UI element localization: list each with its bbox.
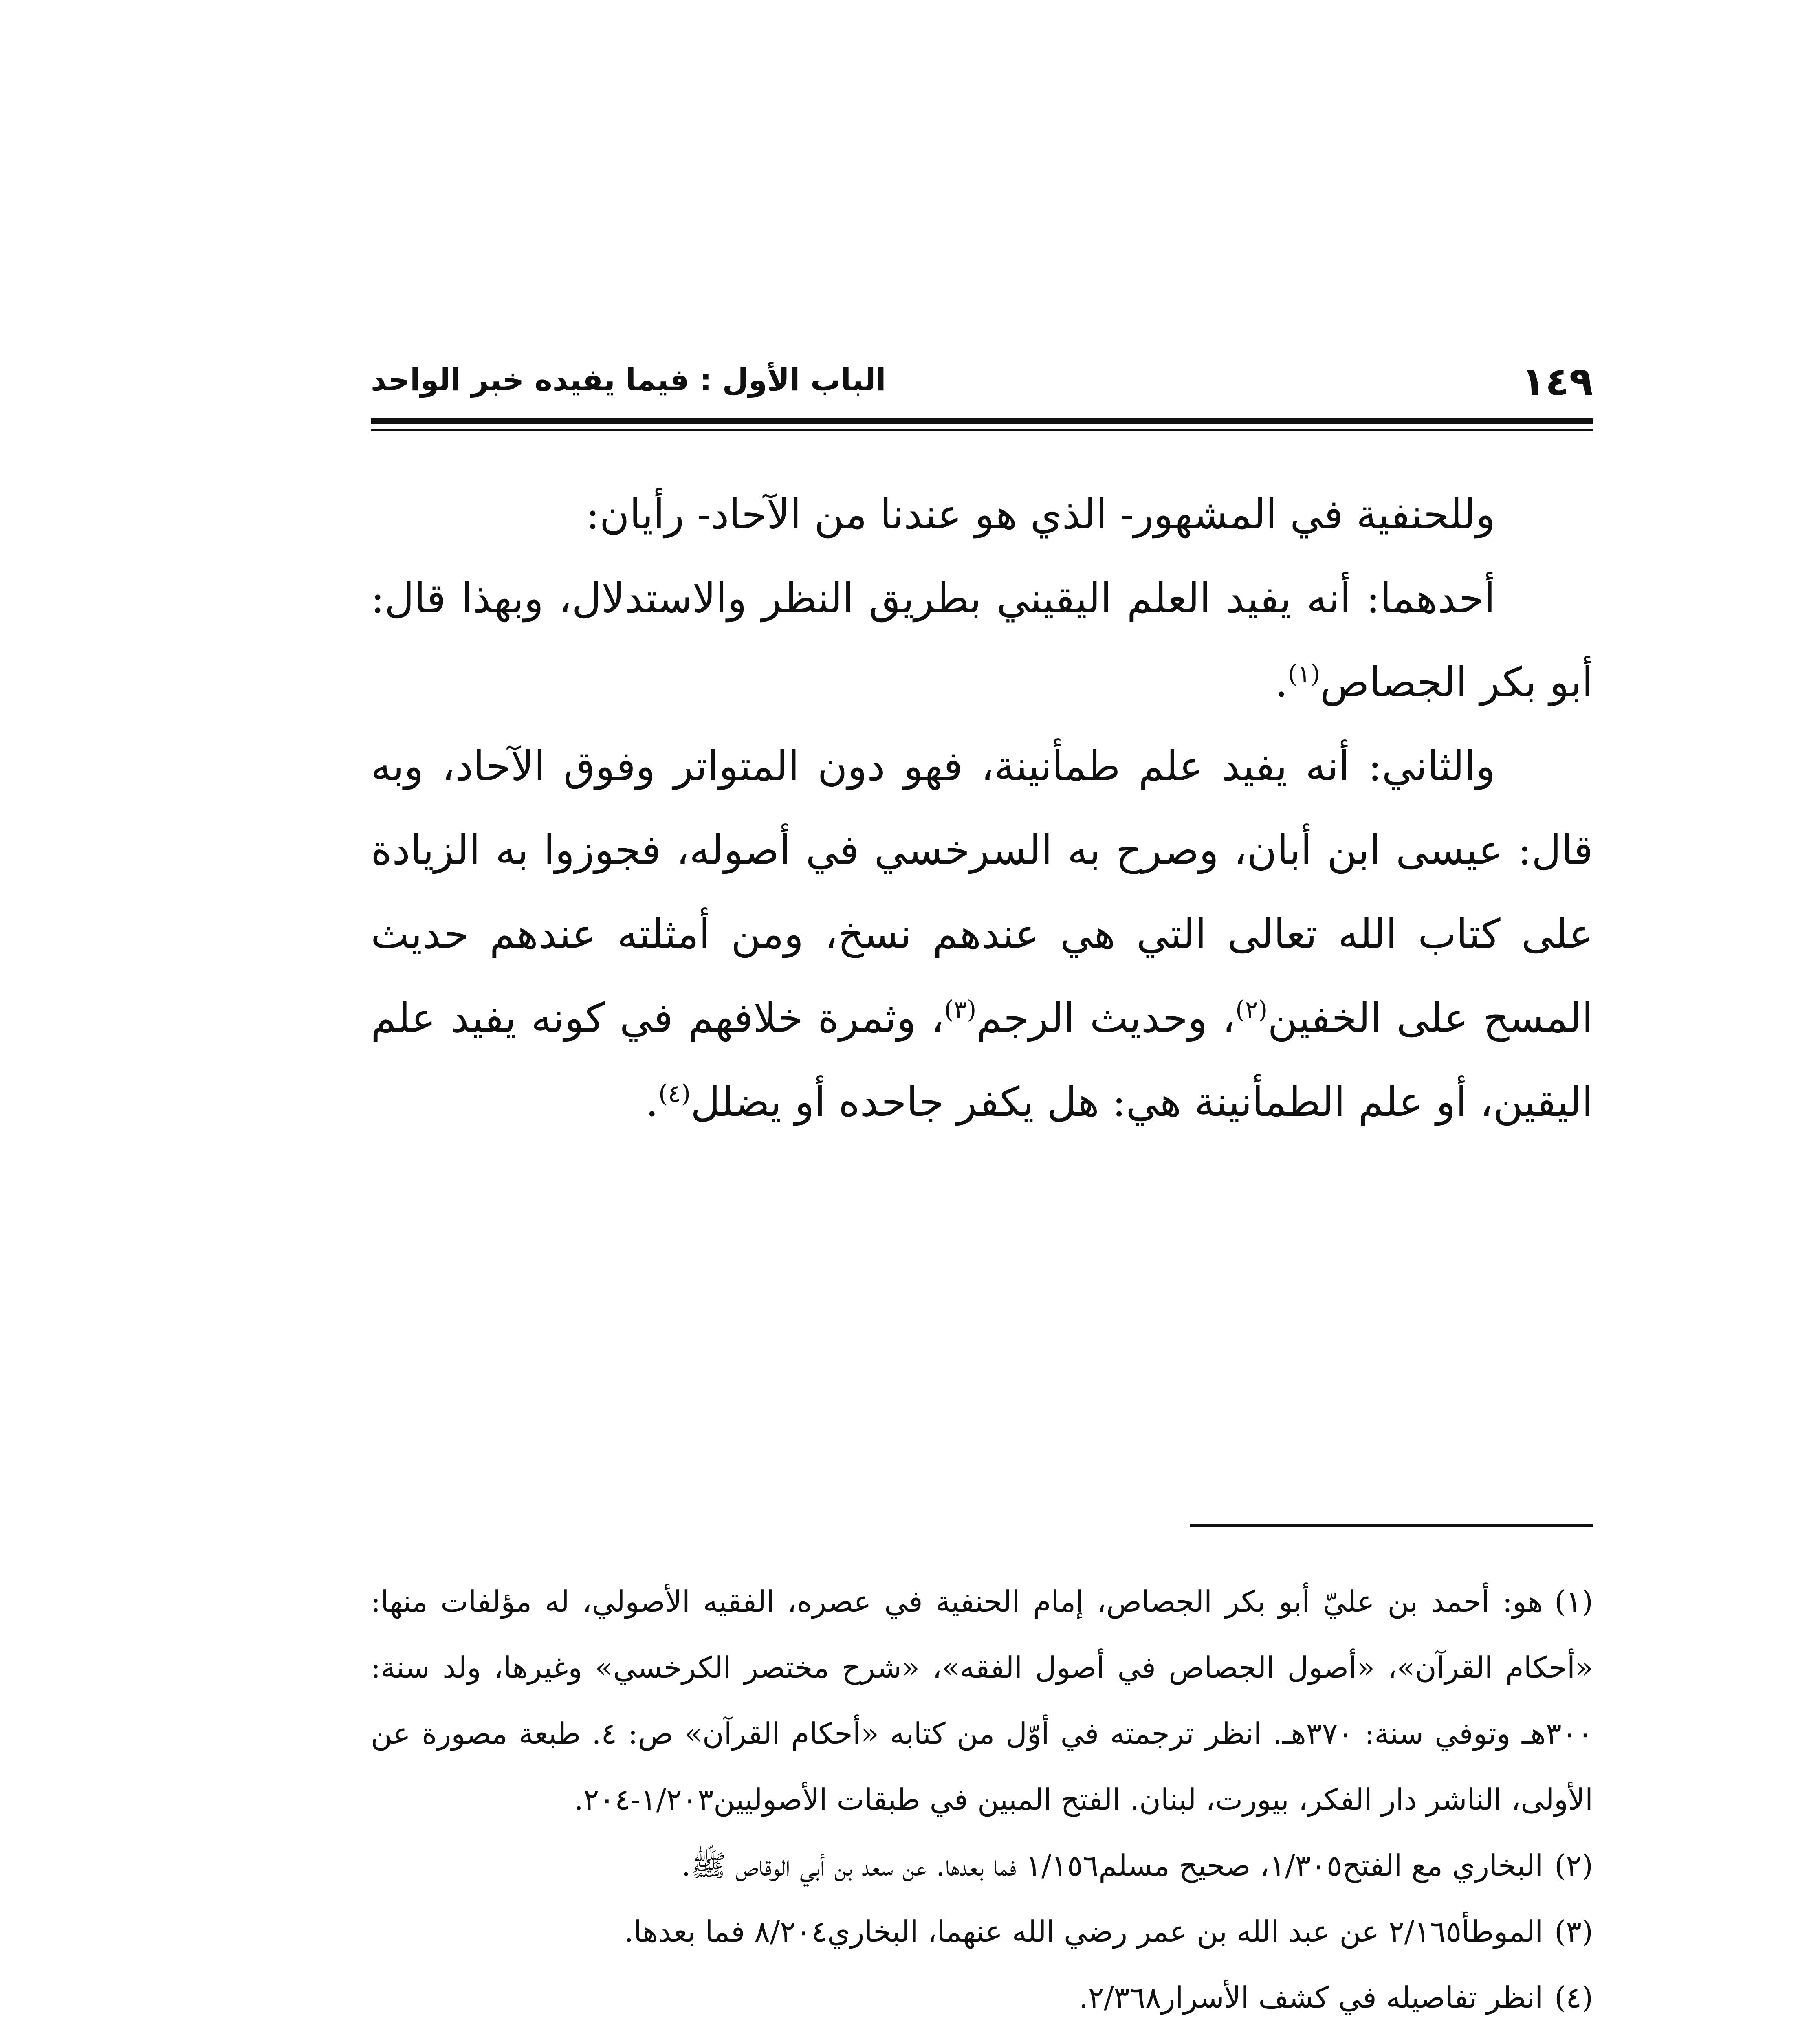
- footnote-4: [371, 1964, 1593, 2030]
- footnote-1-marker: (١): [1554, 1584, 1593, 1619]
- footnote-2: [371, 1832, 1593, 1898]
- paragraph-2-end: .: [1275, 658, 1288, 706]
- footnote-ref-2: (٢): [1235, 995, 1268, 1024]
- paragraph-3: [371, 724, 1593, 1144]
- footnote-3: [371, 1898, 1593, 1964]
- footnote-4-marker: (٤): [1554, 1980, 1593, 2015]
- footnote-4-text: انظر تفاصيله في كشف الأسرار٢/٣٦٨.: [1078, 1980, 1543, 2015]
- paragraph-3-end: .: [645, 1078, 658, 1126]
- paragraph-3-part-2: ، وحديث الرجم: [976, 994, 1236, 1042]
- footnotes: [371, 1568, 1593, 2030]
- paragraph-3-part-3: ، وثمرة خلافهم في كونه يفيد علم اليقين، أو علم الطمأنينة هي: هل يكفر جاحده أو يضلل: [371, 994, 1593, 1126]
- page-number: ١٤٩: [1521, 359, 1593, 404]
- footnote-1: [371, 1568, 1593, 1832]
- paragraph-2: [371, 557, 1593, 724]
- footnote-ref-3: (٣): [944, 995, 977, 1024]
- paragraph-1-text: وللحنفية في المشهور- الذي هو عندنا من الآحاد- رأيان:: [585, 491, 1495, 538]
- paragraph-1: [371, 473, 1593, 557]
- running-title: الباب الأول : فيما يفيده خبر الواحد: [371, 363, 886, 398]
- footnote-ref-4: (٤): [658, 1079, 691, 1108]
- footnote-3-text: الموطأ٢/١٦٥ عن عبد الله بن عمر رضي الله عنهما، البخاري٨/٢٠٤ فما بعدها.: [624, 1914, 1543, 1949]
- footnote-3-marker: (٣): [1554, 1914, 1593, 1949]
- footnote-1-text: هو: أحمد بن عليّ أبو بكر الجصاص، إمام الحنفية في عصره، الفقيه الأصولي، له مؤلفات منها: «أحكام القرآن»، «أصول الجصاص في أصول الفقه»، «شرح مختصر الكرخسي» وغيرها، ولد سنة: ٣٠٠هـ وتوفي سنة: ٣٧٠هـ. انظر ترجمته في أوّل من كتابه «أحكام القرآن» ص: ٤. طبعة مصورة عن الأولى، الناشر دار الفكر، بيورت، لبنان. الفتح المبين في طبقات الأصوليين١/٢٠٣-٢٠٤.: [371, 1584, 1593, 1817]
- footnote-ref-1: (١): [1287, 660, 1320, 689]
- footnote-2-marker: (٢): [1554, 1848, 1593, 1883]
- paragraph-2-text: أحدهما: أنه يفيد العلم اليقيني بطريق النظر والاستدلال، وبهذا قال: أبو بكر الجصاص: [371, 574, 1593, 706]
- header-rule-thin: [371, 429, 1593, 431]
- footnote-separator: [1190, 1524, 1593, 1527]
- header-rule-thick: [371, 418, 1593, 424]
- footnote-2-text: البخاري مع الفتح١/٣٠٥، صحيح مسلم١/١٥٦ فما بعدها. عن سعد بن أبي الوقاص ﷺ.: [681, 1848, 1543, 1883]
- paragraph-3-part-1: والثاني: أنه يفيد علم طمأنينة، فهو دون المتواتر وفوق الآحاد، وبه قال: عيسى ابن أبان، وصرح به السرخسي في أصوله، فجوزوا به الزيادة على كتاب الله تعالى التي هي عندهم نسخ، ومن أمثلته عندهم حديث المسح على الخفين: [371, 742, 1593, 1042]
- main-text: [371, 473, 1593, 1144]
- page-header: [371, 359, 1593, 420]
